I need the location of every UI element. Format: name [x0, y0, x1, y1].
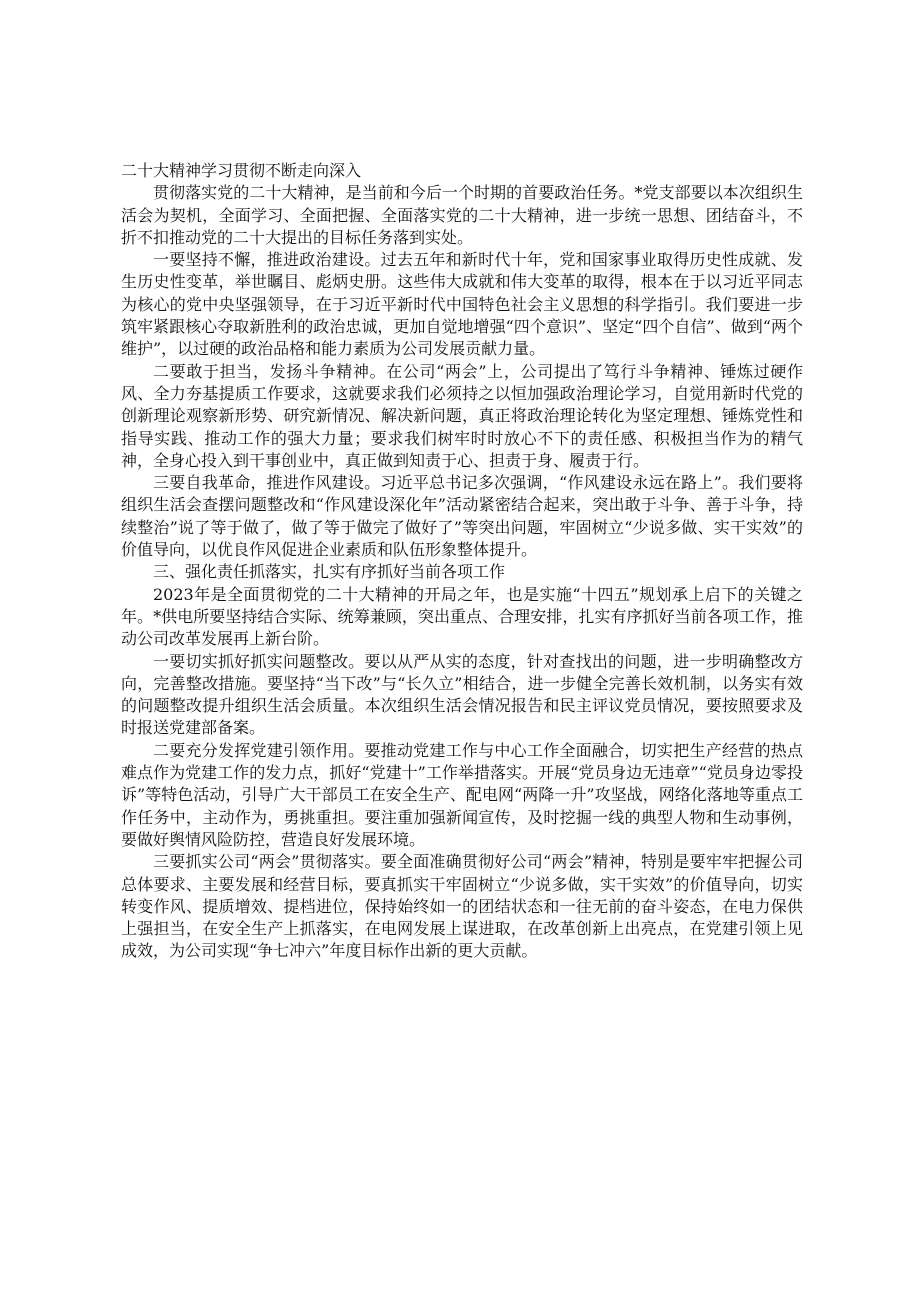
paragraph-fighting-spirit: 二要敢于担当，发扬斗争精神。在公司“两会”上，公司提出了笃行斗争精神、锤炼过硬作风、全力夯基提质工作要求，这就要求我们必须持之以恒加强政治理论学习，自觉用新时代党的创新理论观察新形势、研究新情况、解决新问题，真正将政治理论转化为坚定理想、锤炼党性和指导实践、推动工作的强大力量；要求我们树牢时时放心不下的责任感、积极担当作为的精气神，全身心投入到干事创业中，真正做到知责于心、担责于身、履责于行。 — [121, 361, 803, 470]
paragraph-work-style: 三要自我革命，推进作风建设。习近平总书记多次强调，“作风建设永远在路上”。我们要将组织生活会查摆问题整改和“作风建设深化年”活动紧密结合起来，突出敢于斗争、善于斗争，持续整治”说了等于做了，做了等于做完了做好了”等突出问题，牢固树立“少说多做、实干实效”的价值导向，以优良作风促进企业素质和队伍形象整体提升。 — [121, 473, 803, 560]
paragraph-two-sessions: 三要抓实公司“两会”贯彻落实。要全面准确贯彻好公司“两会”精神，特别是要牢牢把握公司总体要求、主要发展和经营目标，要真抓实干牢固树立“少说多做，实干实效”的价值导向，切实转变作风、提质增效、提档进位，保持始终如一的团结状态和一往无前的奋斗姿态，在电力保供上强担当，在安全生产上抓落实，在电网发展上谋进取，在改革创新上出亮点，在党建引领上见成效，为公司实现“争七冲六”年度目标作出新的更大贡献。 — [121, 852, 803, 961]
document-title: 二十大精神学习贯彻不断走向深入 — [121, 161, 362, 180]
paragraph-2023-overview: 2023年是全面贯彻党的二十大精神的开局之年，也是实施“十四五”规划承上启下的关键之年。*供电所要坚持结合实际、统筹兼顾，突出重点、合理安排，扎实有序抓好当前各项工作，推动公司改革发展再上新台阶。 — [121, 584, 803, 649]
paragraph-intro: 贯彻落实党的二十大精神，是当前和今后一个时期的首要政治任务。*党支部要以本次组织生活会为契机，全面学习、全面把握、全面落实党的二十大精神，进一步统一思想、团结奋斗，不折不扣推动党的二十大提出的目标任务落到实处。 — [121, 183, 803, 247]
paragraph-party-leadership: 二要充分发挥党建引领作用。要推动党建工作与中心工作全面融合，切实把生产经营的热点难点作为党建工作的发力点，抓好“党建十”工作举措落实。开展“党员身边无违章”“党员身边零投诉”等特色活动，引导广大干部员工在安全生产、配电网“两降一升”攻坚战，网络化落地等重点工作任务中，主动作为，勇挑重担。要注重加强新闻宣传，及时挖掘一线的典型人物和生动事例，要做好舆情风险防控，营造良好发展环境。 — [121, 740, 803, 849]
paragraph-political-construction: 一要坚持不懈，推进政治建设。过去五年和新时代十年，党和国家事业取得历史性成就、发生历史性变革，举世瞩目、彪炳史册。这些伟大成就和伟大变革的取得，根本在于以习近平同志为核心的党中央坚强领导，在于习近平新时代中国特色社会主义思想的科学指引。我们要进一步筑牢紧跟核心夺取新胜利的政治忠诚，更加自觉地增强“四个意识”、坚定“四个自信”、做到“两个维护”，以过硬的政治品格和能力素质为公司发展贡献力量。 — [121, 250, 803, 359]
paragraph-rectification: 一要切实抓好抓实问题整改。要以从严从实的态度，针对查找出的问题，进一步明确整改方向，完善整改措施。要坚持“当下改”与“长久立”相结合，进一步健全完善长效机制，以务实有效的问题整改提升组织生活会质量。本次组织生活会情况报告和民主评议党员情况，要按照要求及时报送党建部备案。 — [121, 651, 803, 738]
document-body — [121, 160, 803, 963]
section-heading-responsibility: 三、强化责任抓落实，扎实有序抓好当前各项工作 — [153, 562, 506, 582]
